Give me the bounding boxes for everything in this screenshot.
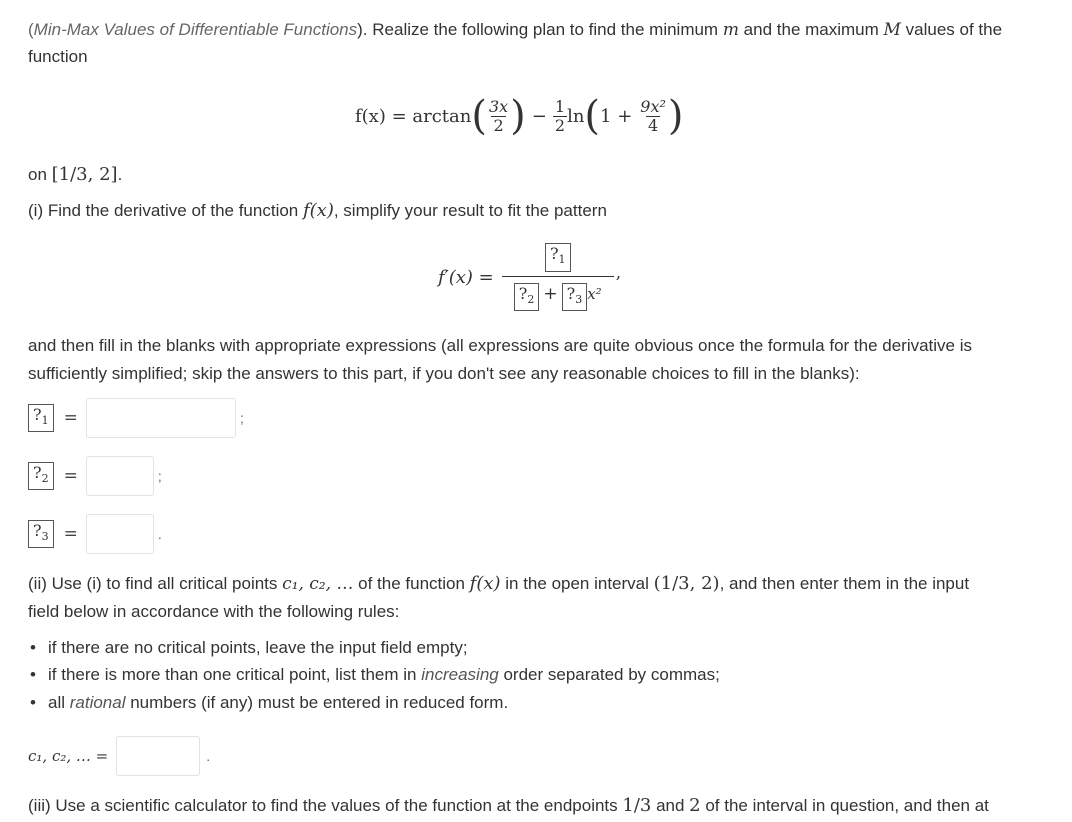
part2-text-a: (ii) Use (i) to find all critical points xyxy=(28,574,283,593)
rule-3 xyxy=(28,691,508,715)
part2-text-b: of the function xyxy=(353,574,470,593)
answer-q2-box xyxy=(28,462,54,490)
answer-row-3 xyxy=(28,512,162,556)
fill-text-line2: sufficiently simplified; skip the answers to this part, if you don't see any reasonable choices to fill in the blanks): xyxy=(28,364,860,383)
answer-input-2[interactable] xyxy=(86,456,154,496)
pattern-q3: ? xyxy=(566,283,576,303)
answer-eq-3: = xyxy=(63,524,78,544)
part2-fx: f(x) xyxy=(469,573,501,594)
answer-input-1[interactable] xyxy=(86,398,236,438)
paren-close-1: ) xyxy=(510,93,526,139)
answer-q3: ? xyxy=(33,520,42,540)
pattern-q3-box xyxy=(562,283,588,311)
paren-open-1: ( xyxy=(471,93,487,139)
formula-ln: ln xyxy=(567,105,585,127)
pattern-q2: ? xyxy=(518,283,528,303)
frac-9x2-over-4 xyxy=(638,98,668,135)
pattern-q1-box xyxy=(545,243,571,271)
pattern-numerator xyxy=(545,243,571,275)
critical-points-input[interactable] xyxy=(116,736,200,776)
frac1-den: 2 xyxy=(493,115,504,135)
part1-fx: f(x) xyxy=(302,200,334,221)
rule-1-text: if there are no critical points, leave the input field empty; xyxy=(48,638,468,657)
formula-one-plus: 1 + xyxy=(600,105,633,127)
paren-open-2: ( xyxy=(584,93,601,139)
intro-line xyxy=(28,18,1002,42)
critical-after: . xyxy=(206,748,211,764)
pattern-x2: x² xyxy=(587,284,602,303)
formula-minus: − xyxy=(531,105,547,127)
answer-row-1 xyxy=(28,396,244,440)
paren-close-2: ) xyxy=(667,93,684,139)
intro-paren-open: ( xyxy=(28,20,34,39)
rule-2-text-b: order separated by commas; xyxy=(498,665,720,684)
rule-1 xyxy=(28,636,468,660)
critical-row xyxy=(28,734,210,778)
interval-period: . xyxy=(117,165,123,184)
answer-q3-sub: 3 xyxy=(41,530,49,544)
answer-q1-sub: 1 xyxy=(41,414,49,428)
answer-input-3[interactable] xyxy=(86,514,154,554)
rule-2-text-a: if there is more than one critical point, list them in xyxy=(48,665,422,684)
pattern-fraction xyxy=(502,243,614,310)
frac3-num: 9x² xyxy=(640,96,666,116)
pattern-q3-sub: 3 xyxy=(575,292,583,306)
var-m: m xyxy=(722,20,739,40)
part2-interval: (1/3, 2) xyxy=(653,573,720,594)
pattern-comma: , xyxy=(615,263,622,283)
part1-text-a: (i) Find the derivative of the function xyxy=(28,201,303,220)
pattern-q1: ? xyxy=(549,244,559,264)
answer-q1-box xyxy=(28,404,54,432)
rule-3-italic: rational xyxy=(69,693,126,712)
interval-closed: [1/3, 2] xyxy=(51,164,118,185)
intro-paren-close: ). xyxy=(357,20,368,39)
answer-q3-box xyxy=(28,520,54,548)
part3-endpoint-a: 1/3 xyxy=(622,795,652,816)
part1-line xyxy=(28,199,607,223)
rule-2 xyxy=(28,663,720,687)
part2-text-d: , and then enter them in the input xyxy=(719,574,970,593)
pattern-plus: + xyxy=(543,283,558,304)
interval-line xyxy=(28,163,122,187)
answer-eq-2: = xyxy=(63,466,78,486)
frac-1-over-2 xyxy=(553,98,567,135)
answer-row-2 xyxy=(28,454,162,498)
formula-lhs: f(x) = arctan xyxy=(355,105,472,127)
frac1-num: 3x xyxy=(488,96,509,116)
problem-title: Min-Max Values of Differentiable Functions xyxy=(33,20,358,39)
interval-on: on xyxy=(28,165,52,184)
intro-text-c: values of the xyxy=(900,20,1003,39)
rule-2-italic: increasing xyxy=(421,665,499,684)
answer-q2: ? xyxy=(33,462,42,482)
part1-text-b: , simplify your result to fit the pattern xyxy=(333,201,607,220)
part2-line xyxy=(28,572,969,596)
pattern-q2-sub: 2 xyxy=(527,292,535,306)
part2-points: c₁, c₂, … xyxy=(282,574,354,594)
answer-q1: ? xyxy=(33,404,42,424)
pattern-denominator xyxy=(502,276,614,311)
part2-line2: field below in accordance with the following rules: xyxy=(28,602,400,621)
answer-q2-sub: 2 xyxy=(41,472,49,486)
answer-eq-1: = xyxy=(63,408,78,428)
pattern-lhs: f′(x) = xyxy=(438,266,494,288)
fill-text-line1: and then fill in the blanks with appropriate expressions (all expressions are quite obvious once the formula for the derivative is xyxy=(28,336,973,355)
part3-endpoint-b: 2 xyxy=(689,795,701,816)
part3-and: and xyxy=(651,796,690,815)
part3-text-b: of the interval in question, and then at xyxy=(700,796,989,815)
frac3-den: 4 xyxy=(648,115,659,135)
main-formula xyxy=(355,88,684,144)
frac2-num: 1 xyxy=(554,96,566,116)
intro-text-a: Realize the following plan to find the minimum xyxy=(367,20,723,39)
critical-label: c₁, c₂, … = xyxy=(28,747,109,765)
frac-3x-over-2 xyxy=(487,98,510,135)
answer-after-3: . xyxy=(157,526,162,542)
rule-3-text-b: numbers (if any) must be entered in reduced form. xyxy=(125,693,509,712)
intro-text-b: and the maximum xyxy=(738,20,884,39)
pattern-q1-sub: 1 xyxy=(558,253,566,267)
rule-3-text-a: all xyxy=(48,693,70,712)
var-M: M xyxy=(883,20,901,40)
part3-text-a: (iii) Use a scientific calculator to find the values of the function at the endpoints xyxy=(28,796,623,815)
part2-text-c: in the open interval xyxy=(500,574,654,593)
pattern-formula xyxy=(438,240,621,314)
answer-after-2: ; xyxy=(157,468,162,484)
part3-line xyxy=(28,794,989,818)
answer-after-1: ; xyxy=(239,410,244,426)
intro-line2: function xyxy=(28,47,88,66)
frac2-den: 2 xyxy=(554,115,566,135)
pattern-q2-box xyxy=(514,283,540,311)
